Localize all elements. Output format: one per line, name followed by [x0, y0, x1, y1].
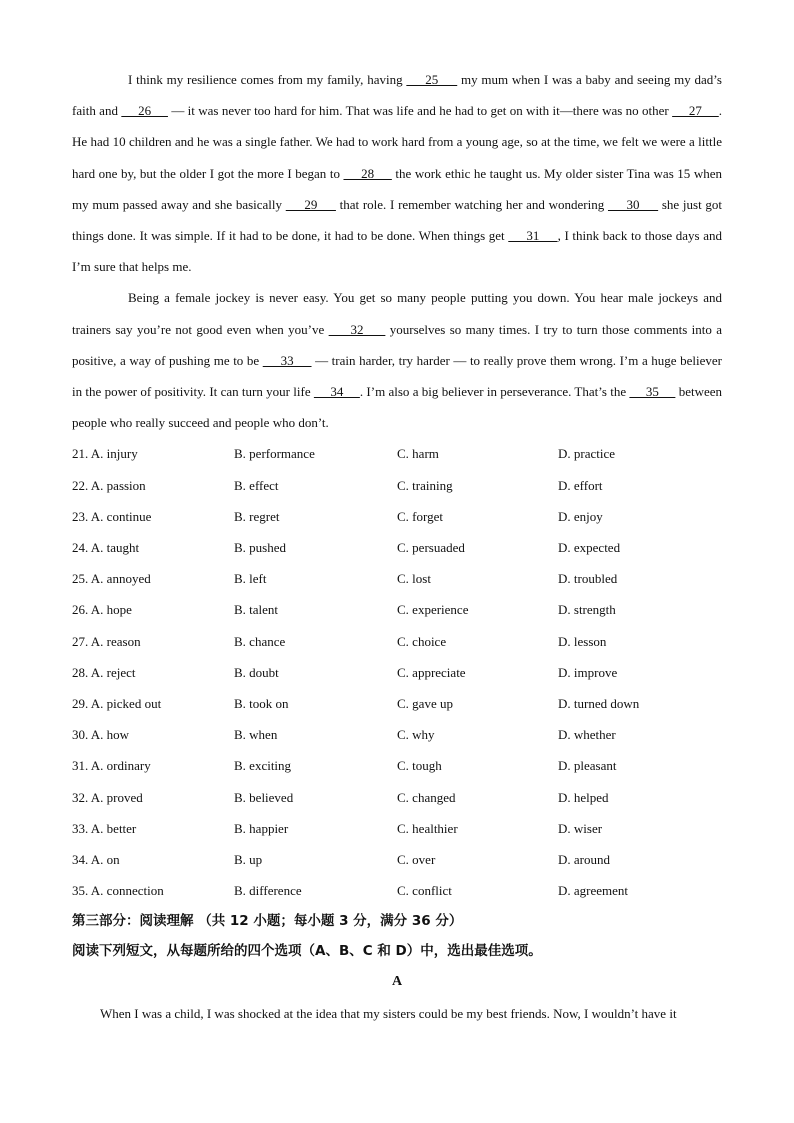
- paragraph-text: she just got things done. It was simple. If it had to be done, it had to be done. When things get: [72, 196, 723, 244]
- option-b: B. performance: [234, 446, 315, 462]
- option-d: D. enjoy: [558, 508, 603, 524]
- option-d: D. around: [558, 851, 610, 867]
- option-b: B. difference: [234, 883, 302, 899]
- option-d: D. improve: [558, 664, 618, 680]
- blank-29: 29: [285, 196, 336, 212]
- option-c: C. healthier: [397, 820, 458, 836]
- paragraph-text: . I’m also a big believer in perseverance. That’s the: [359, 384, 630, 400]
- option-c: C. appreciate: [397, 664, 466, 680]
- option-a: 33. A. better: [72, 820, 137, 836]
- paragraph-text: I think my resilience comes from my family, having: [128, 72, 407, 87]
- passage-label: A: [391, 974, 403, 990]
- question-34-options: [72, 844, 722, 875]
- blank-26: 26: [121, 103, 168, 119]
- option-b: B. took on: [234, 695, 289, 711]
- question-27-options: [72, 626, 722, 657]
- blank-28: 28: [343, 165, 392, 181]
- option-d: D. whether: [558, 727, 616, 743]
- paragraph-text: the work ethic he taught us. My older sister Tina was 15 when my mum passed away and she basically: [72, 165, 722, 212]
- option-c: C. forget: [397, 508, 443, 524]
- option-c: C. lost: [397, 571, 431, 587]
- option-a: 32. A. proved: [72, 789, 143, 805]
- option-d: D. lesson: [558, 633, 607, 649]
- question-32-options: [72, 782, 722, 813]
- option-b: B. left: [234, 571, 267, 587]
- option-a: 27. A. reason: [72, 633, 141, 649]
- option-d: D. helped: [558, 789, 609, 805]
- exam-page: [72, 64, 722, 1029]
- option-c: C. experience: [397, 602, 469, 618]
- option-d: D. practice: [558, 446, 616, 462]
- option-d: D. strength: [558, 602, 616, 618]
- option-b: B. effect: [234, 477, 279, 493]
- question-30-options: [72, 719, 722, 750]
- blank-33: 33: [262, 352, 312, 368]
- option-b: B. regret: [234, 508, 280, 524]
- option-d: D. expected: [558, 540, 621, 555]
- option-a: 21. A. injury: [72, 446, 138, 462]
- option-b: B. when: [234, 727, 278, 743]
- question-23-options: [72, 501, 722, 532]
- option-a: 23. A. continue: [72, 508, 152, 524]
- blank-35: 35: [629, 384, 676, 400]
- option-a: 31. A. ordinary: [72, 758, 151, 774]
- question-26-options: [72, 594, 722, 625]
- question-35-options: [72, 875, 722, 906]
- cloze-paragraph-1: [72, 64, 722, 282]
- question-24-options: [72, 532, 722, 563]
- option-a: 24. A. taught: [72, 540, 140, 555]
- option-c: C. conflict: [397, 883, 452, 899]
- section-3-instruction: 阅读下列短文，从每题所给的四个选项（A、B、C 和 D）中，选出最佳选项。: [72, 943, 542, 960]
- question-22-options: [72, 470, 722, 501]
- question-29-options: [72, 688, 722, 719]
- option-a: 35. A. connection: [72, 883, 164, 899]
- question-28-options: [72, 657, 722, 688]
- paragraph-text: yourselves so many times. I try to turn those comments into a positive, a way of pushing me to be: [72, 321, 722, 368]
- blank-31: 31: [508, 228, 558, 244]
- option-d: D. turned down: [558, 695, 640, 711]
- option-a: 29. A. picked out: [72, 695, 162, 711]
- option-b: B. exciting: [234, 758, 292, 774]
- option-c: C. choice: [397, 633, 447, 649]
- option-c: C. training: [397, 477, 453, 493]
- question-33-options: [72, 813, 722, 844]
- option-d: D. wiser: [558, 820, 603, 836]
- paragraph-text: — train harder, try harder — to really prove them wrong. I’m a huge believer in the power of positivity. It can turn your life: [72, 352, 723, 400]
- question-21-options: [72, 438, 722, 469]
- question-31-options: [72, 750, 722, 781]
- blank-34: 34: [313, 384, 360, 400]
- paragraph-text: Being a female jockey is never easy. You get so many people putting you down. You hear male jockeys and trainers say you’re not good even when you’ve: [72, 290, 722, 337]
- option-c: C. persuaded: [397, 540, 465, 555]
- question-25-options: [72, 563, 722, 594]
- paragraph-text: between people who really succeed and people who don’t.: [72, 384, 722, 431]
- paragraph-text: . He had 10 children and he was a single father. We had to work hard from a young age, so at the time, we felt we were a little hard one by, but the older I got the more I began to: [72, 103, 723, 181]
- cloze-paragraph-2: [72, 282, 722, 438]
- paragraph-text: , I think back to those days and I’m sure that helps me.: [72, 228, 723, 275]
- option-b: B. talent: [234, 602, 279, 618]
- option-c: C. changed: [397, 789, 456, 805]
- paragraph-text: that role. I remember watching her and wondering: [335, 196, 608, 212]
- option-a: 34. A. on: [72, 851, 120, 867]
- option-d: D. effort: [558, 477, 603, 493]
- option-c: C. tough: [397, 758, 442, 774]
- option-d: D. pleasant: [558, 758, 617, 774]
- passage-a-first-line: When I was a child, I was shocked at the idea that my sisters could be my best friends. Now, I wouldn’t have it: [100, 1006, 677, 1022]
- blank-30: 30: [607, 196, 659, 212]
- option-c: C. why: [397, 727, 435, 743]
- blank-27: 27: [672, 103, 719, 119]
- option-c: C. harm: [397, 446, 439, 462]
- option-a: 30. A. how: [72, 727, 130, 743]
- option-a: 22. A. passion: [72, 477, 146, 493]
- paragraph-text: — it was never too hard for him. That was life and he had to get on with it—there was no other: [167, 103, 673, 119]
- blank-32: 32: [328, 321, 386, 337]
- option-b: B. believed: [234, 789, 294, 805]
- option-c: C. gave up: [397, 695, 453, 711]
- option-a: 26. A. hope: [72, 602, 132, 618]
- blank-25: 25: [406, 72, 458, 87]
- option-b: B. up: [234, 851, 263, 867]
- option-a: 28. A. reject: [72, 664, 136, 680]
- cloze-options: [72, 438, 722, 906]
- option-c: C. over: [397, 851, 436, 867]
- option-b: B. doubt: [234, 664, 279, 680]
- paragraph-text: my mum when I was a baby and seeing my dad’s faith and: [72, 72, 722, 119]
- section-3-heading: 第三部分：阅读理解 （共 12 小题；每小题 3 分，满分 36 分）: [72, 913, 463, 930]
- option-b: B. chance: [234, 633, 286, 649]
- option-d: D. agreement: [558, 883, 629, 899]
- option-a: 25. A. annoyed: [72, 571, 151, 587]
- option-d: D. troubled: [558, 571, 618, 587]
- option-b: B. happier: [234, 820, 289, 836]
- option-b: B. pushed: [234, 540, 286, 555]
